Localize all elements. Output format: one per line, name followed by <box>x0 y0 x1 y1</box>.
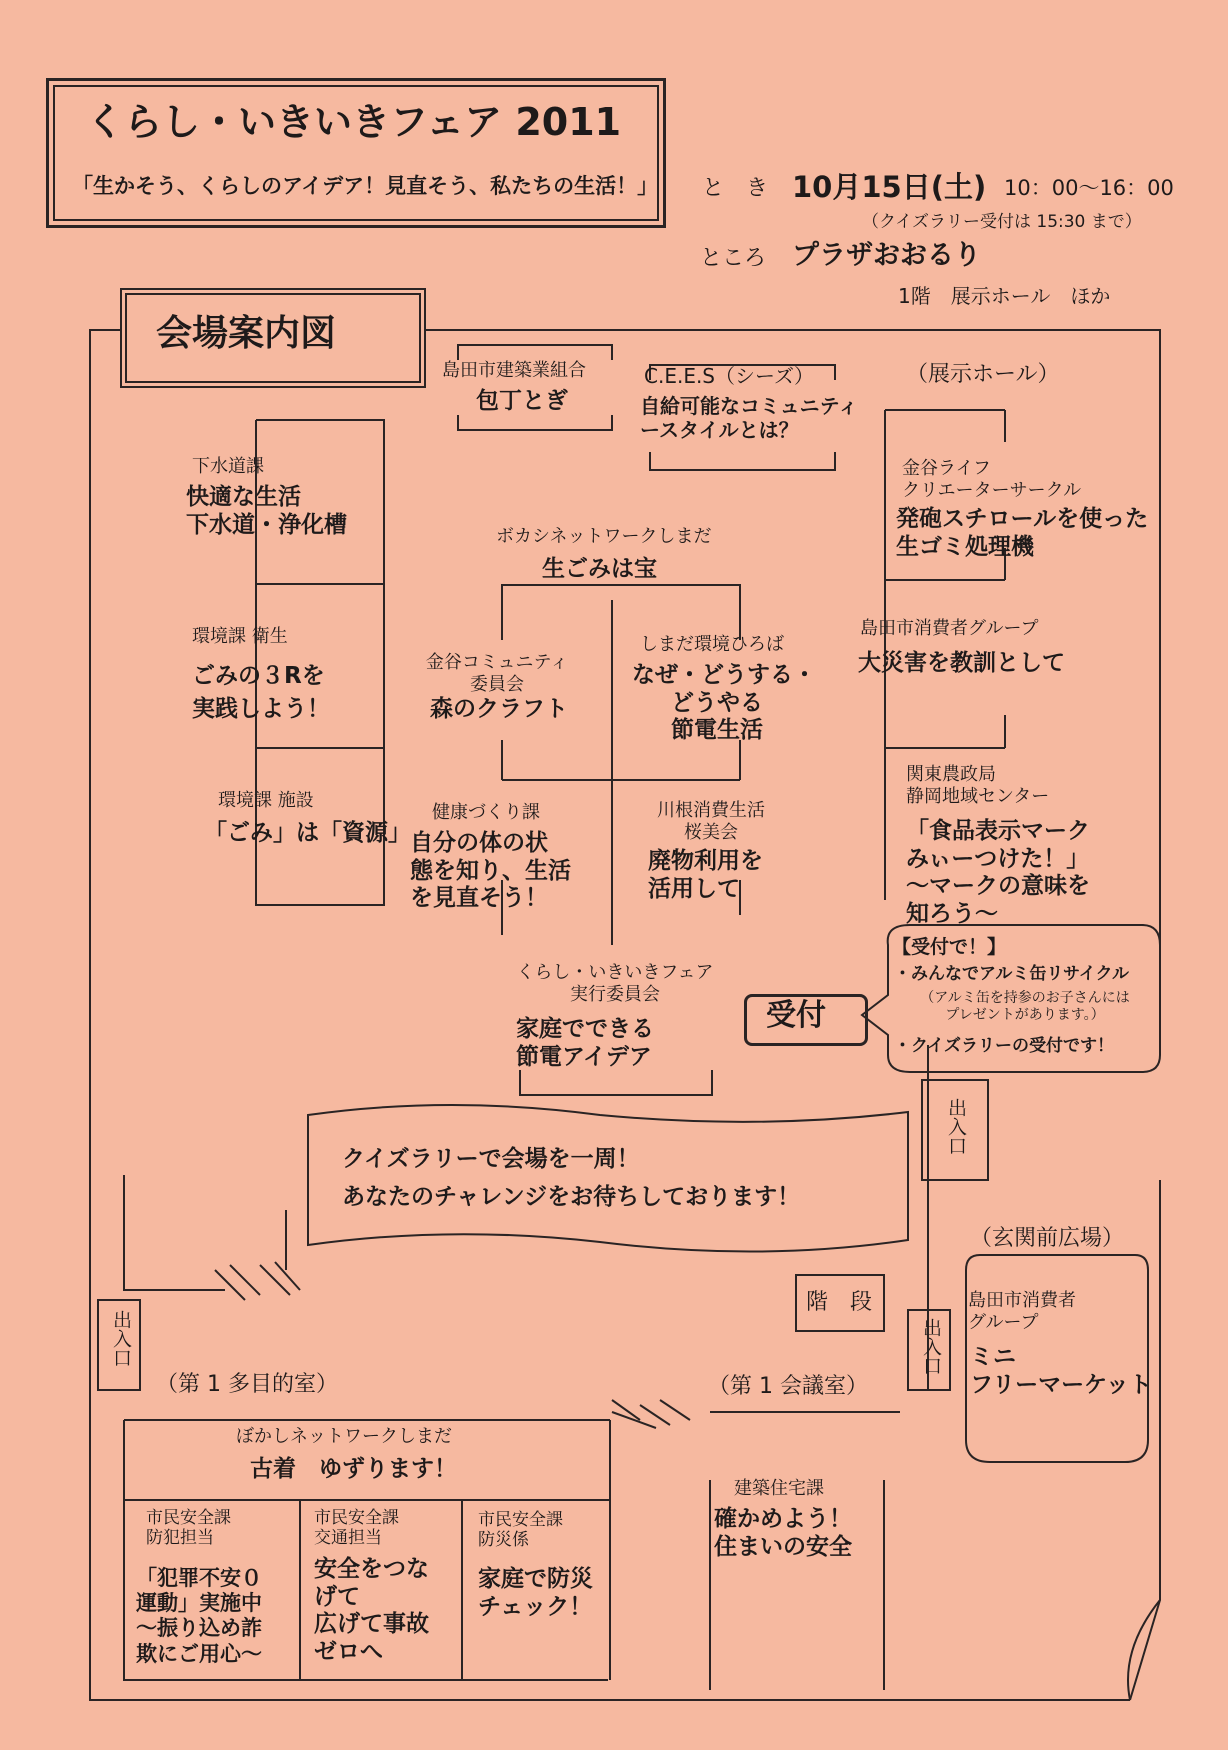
booth-title: 家庭でできる 節電アイデア <box>516 1016 654 1070</box>
map-title: 会場案内図 <box>156 313 337 354</box>
booth-title: 快適な生活 下水道・浄化槽 <box>186 484 347 538</box>
booth-title: 「ごみ」は「資源」 <box>204 820 411 846</box>
page-title: くらし・いきいきフェア 2011 <box>86 100 622 144</box>
reception-label: 受付 <box>766 998 826 1033</box>
booth-title: ミニ フリーマーケット <box>970 1344 1152 1398</box>
booth-org: 環境課 施設 <box>218 790 314 811</box>
booth-org: しまだ環境ひろば <box>640 634 784 655</box>
reception-note: （アルミ缶を持参のお子さんには プレゼントがあります。） <box>920 990 1130 1023</box>
booth-org: 島田市建築業組合 <box>442 360 586 381</box>
quiz-note: （クイズラリー受付は 15:30 まで） <box>862 212 1142 232</box>
event-date: 10月15日(土) <box>792 170 987 204</box>
reception-heading: 【受付で！】 <box>892 936 1007 958</box>
booth-org: 金谷コミュニティ 委員会 <box>425 652 569 695</box>
banner-line: あなたのチャレンジをお待ちしております！ <box>342 1184 801 1210</box>
entrance-label: 出入口 <box>110 1310 132 1367</box>
booth-title: なぜ・どうする・ どうやる 節電生活 <box>632 662 816 744</box>
banner-shape <box>308 1105 908 1252</box>
booth-title: 自給可能なコミュニティ ースタイルとは？ <box>640 394 858 442</box>
booth-org: 市民安全課 防災係 <box>478 1510 563 1551</box>
reception-item: ・クイズラリーの受付です！ <box>894 1036 1114 1056</box>
booth-org: 島田市消費者 グループ <box>968 1290 1076 1333</box>
booth-org: ぼかしネットワークしまだ <box>236 1426 452 1447</box>
stairs-label: 階 段 <box>806 1290 873 1315</box>
booth-org: 市民安全課 交通担当 <box>314 1508 399 1549</box>
booth-title: 「犯罪不安０ 運動」実施中 〜振り込め詐 欺にご用心〜 <box>136 1566 262 1666</box>
booth-title: 自分の体の状 態を知り、生活 を見直そう！ <box>410 830 571 912</box>
venue-floor: 1階 展示ホール ほか <box>898 284 1111 308</box>
event-time: 10：00〜16：00 <box>1004 176 1174 200</box>
booth-title: 古着 ゆずります！ <box>250 1456 457 1482</box>
booth-title: 包丁とぎ <box>476 388 568 414</box>
where-label: ところ <box>700 246 767 271</box>
booth-title: 「食品表示マーク みぃーつけた！」 〜マークの意味を 知ろう〜 <box>906 818 1090 927</box>
banner-line: クイズラリーで会場を一周！ <box>342 1146 640 1172</box>
meeting-room-label: （第 1 会議室） <box>708 1374 868 1399</box>
booth-title: 確かめよう！ 住まいの安全 <box>714 1506 852 1560</box>
booth-org: 関東農政局 静岡地域センター <box>906 764 1050 807</box>
booth-title: 生ごみは宝 <box>542 556 657 582</box>
booth-org: ボカシネットワークしまだ <box>496 526 712 547</box>
booth-org: 環境課 衛生 <box>192 626 288 647</box>
booth-title: 大災害を教訓として <box>858 650 1065 676</box>
booth-title: 家庭で防災 チェック！ <box>478 1566 593 1620</box>
booth-org: 下水道課 <box>192 456 264 477</box>
booth-org: 金谷ライフ クリエーターサークル <box>902 458 1082 501</box>
entrance-label: 出入口 <box>945 1098 967 1155</box>
exhibit-hall-label: （展示ホール） <box>906 362 1060 387</box>
when-label: と き <box>702 176 769 201</box>
multi-room-label: （第 1 多目的室） <box>156 1372 338 1397</box>
booth-org: くらし・いきいきフェア 実行委員会 <box>516 962 714 1005</box>
entrance-plaza-label: （玄関前広場） <box>970 1226 1125 1251</box>
reception-item: ・みんなでアルミ缶リサイクル <box>894 964 1129 984</box>
booth-org: 健康づくり課 <box>432 802 540 823</box>
booth-title: ごみの３Rを 実践しよう！ <box>192 663 330 723</box>
entrance-label: 出入口 <box>920 1318 942 1375</box>
booth-org: 建築住宅課 <box>734 1478 824 1499</box>
booth-org: 川根消費生活 桜美会 <box>657 800 765 843</box>
booth-org: 市民安全課 防犯担当 <box>146 1508 231 1549</box>
slogan: 「生かそう、くらしのアイデア！見直そう、私たちの生活！」 <box>72 174 659 198</box>
booth-org: 島田市消費者グループ <box>860 618 1039 639</box>
booth-title: 廃物利用を 活用して <box>648 848 763 902</box>
booth-org: C.E.E.S（シーズ） <box>644 364 815 388</box>
booth-title: 安全をつな げて 広げて事故 ゼロへ <box>314 1556 429 1665</box>
booth-title: 発砲スチロールを使った 生ゴミ処理機 <box>896 506 1149 560</box>
booth-title: 森のクラフト <box>430 696 568 722</box>
venue-name: プラザおおるり <box>792 240 981 271</box>
